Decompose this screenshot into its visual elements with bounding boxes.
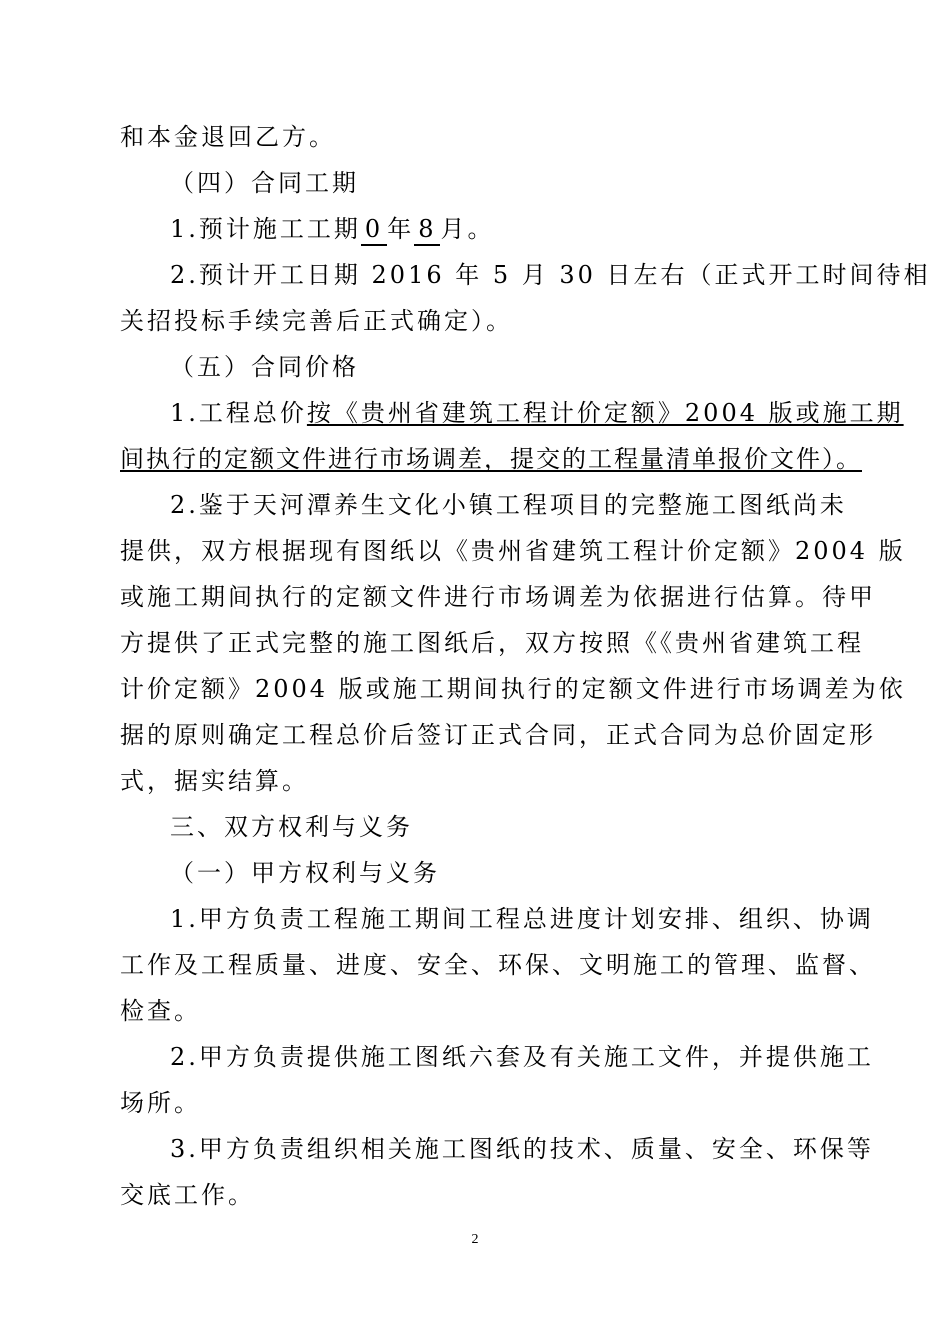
text-segment: 年: [387, 215, 415, 243]
text-line: 方提供了正式完整的施工图纸后，双方按照《《贵州省建筑工程: [120, 629, 864, 657]
text-line: 3.甲方负责组织相关施工图纸的技术、质量、安全、环保等: [170, 1135, 874, 1163]
text-line: 2.预计开工日期 2016 年 5 月 30 日左右（正式开工时间待相: [170, 261, 931, 289]
text-segment: 1.预计施工工期: [170, 215, 361, 243]
text-line: 2.鉴于天河潭养生文化小镇工程项目的完整施工图纸尚未: [170, 491, 847, 519]
text-segment: 1.工程总价: [170, 399, 307, 427]
text-line: 和本金退回乙方。: [120, 123, 336, 151]
text-line: 据的原则确定工程总价后签订正式合同，正式合同为总价固定形: [120, 721, 876, 749]
text-line: 式，据实结算。: [120, 767, 309, 795]
text-line: [170, 398, 904, 428]
text-line: 检查。: [120, 997, 201, 1025]
section-heading: （四）合同工期: [170, 169, 359, 197]
text-line: 计价定额》2004 版或施工期间执行的定额文件进行市场调差为依: [120, 675, 906, 703]
underlined-text: 按《贵州省建筑工程计价定额》2004 版或施工期: [306, 399, 904, 427]
section-heading: （一）甲方权利与义务: [170, 859, 440, 887]
section-heading: （五）合同价格: [170, 353, 359, 381]
text-segment: 月。: [440, 215, 495, 243]
text-line: 场所。: [120, 1089, 201, 1117]
section-heading: 三、双方权利与义务: [170, 813, 413, 841]
underlined-text-line: 间执行的定额文件进行市场调差，提交的工程量清单报价文件）。: [120, 445, 862, 473]
duration-years-value: 0: [361, 214, 387, 246]
duration-months-value: 8: [414, 214, 440, 246]
text-line: [170, 214, 494, 246]
text-line: 关招投标手续完善后正式确定）。: [120, 307, 513, 335]
text-line: 2.甲方负责提供施工图纸六套及有关施工文件，并提供施工: [170, 1043, 874, 1071]
text-line: 交底工作。: [120, 1181, 255, 1209]
text-line: 提供，双方根据现有图纸以《贵州省建筑工程计价定额》2004 版: [120, 537, 906, 565]
text-line: 工作及工程质量、进度、安全、环保、文明施工的管理、监督、: [120, 951, 876, 979]
text-line: 或施工期间执行的定额文件进行市场调差为依据进行估算。待甲: [120, 583, 876, 611]
page-number: 2: [471, 1232, 479, 1247]
text-line: 1.甲方负责工程施工期间工程总进度计划安排、组织、协调: [170, 905, 874, 933]
